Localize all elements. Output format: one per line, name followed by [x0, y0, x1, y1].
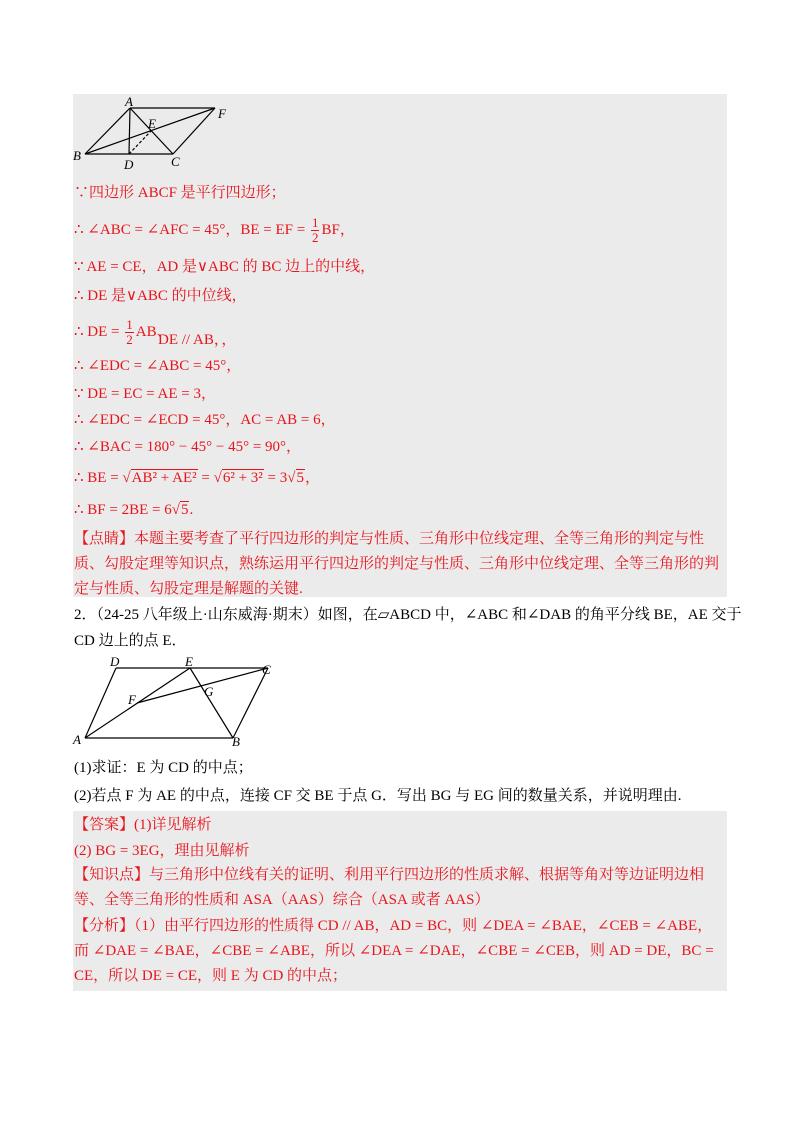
solution-line-2a: ∴ ∠ABC = ∠AFC = 45°，BE = EF = — [74, 221, 309, 238]
fig1-label-d: D — [124, 157, 134, 171]
solution-line-5c: DE // AB，， — [158, 332, 237, 348]
solution-line-7: ∵ DE = EC = AE = 3， — [74, 386, 217, 402]
fig2-label-d: D — [110, 656, 120, 669]
answer-part-1: (1)详见解析 — [134, 817, 212, 833]
solution-line-2 — [74, 216, 355, 245]
fig1-label-b: B — [73, 148, 81, 163]
q2-stem-line-2: CD 边上的点 E． — [74, 633, 187, 649]
answer-tag: 【答案】 — [74, 817, 135, 833]
figure-parallelogram-abcf — [70, 96, 240, 171]
knowledge-text: 与三角形中位线有关的证明、利用平行四边形的性质求解、根据等角对等边证明边相等、全等三角形的性质和 ASA（AAS）综合（ASA 或者 AAS） — [74, 867, 705, 908]
fig1-label-f: F — [218, 106, 226, 121]
q2-part-2: (2)若点 F 为 AE 的中点，连接 CF 交 BE 于点 G．写出 BG 与 EG 间的数量关系，并说明理由. — [74, 788, 682, 804]
fig1-label-c: C — [171, 154, 180, 169]
q2-stem-line-1: 2．（24-25 八年级上·山东威海·期末）如图，在▱ABCD 中，∠ABC 和∠DAB 的角平分线 BE，AE 交于 — [74, 607, 742, 623]
solution-line-1: ∵四边形 ABCF 是平行四边形； — [74, 185, 286, 201]
comment-paragraph — [74, 527, 724, 602]
solution-line-6: ∴ ∠EDC = ∠ABC = 45°， — [74, 358, 242, 374]
fig2-label-b: B — [232, 734, 240, 748]
fig2-label-e: E — [185, 656, 193, 669]
fig2-label-c: C — [262, 662, 271, 677]
solution-line-4: ∴ DE 是∨ABC 的中位线， — [74, 288, 247, 304]
solution-line-5b: AB、 — [135, 323, 172, 340]
solution-line-2b: BF， — [321, 221, 355, 238]
answer-part-2: (2) BG = 3EG，理由见解析 — [74, 843, 250, 859]
analysis-text: （1）由平行四边形的性质得 CD // AB，AD = BC，则 ∠DEA = ∠BAE，∠CEB = ∠ABE，而 ∠DAE = ∠BAE，∠CBE = ∠ABE，所以 ∠DEA = ∠DAE，∠CBE = ∠CEB，则 AD = DE，BC = CE，所以 DE = CE，则 E 为 CD 的中点； — [74, 918, 714, 984]
fraction-half-2: $\frac{1}{2}$ — [126, 317, 133, 347]
comment-text: 本题主要考查了平行四边形的判定与性质、三角形中位线定理、全等三角形的判定与性质、勾股定理等知识点，熟练运用平行四边形的判定与性质、三角形中位线定理、全等三角形的判定与性质、勾股定理是解题的关键. — [74, 531, 720, 597]
fig2-label-a: A — [73, 732, 81, 747]
knowledge-tag: 【知识点】 — [74, 867, 150, 883]
fig2-label-g: G — [204, 684, 214, 699]
fig1-label-e: E — [148, 116, 156, 131]
knowledge-paragraph — [74, 863, 724, 913]
analysis-paragraph — [74, 914, 724, 989]
solution-line-10: ∴ BE = √AB² + AE² = √6² + 3² = 3√5， — [74, 470, 321, 486]
analysis-tag: 【分析】 — [74, 918, 135, 934]
solution-line-3: ∵ AE = CE，AD 是∨ABC 的 BC 边上的中线， — [74, 259, 376, 275]
solution-line-5 — [74, 318, 172, 347]
answer-line-1 — [74, 815, 212, 835]
solution-line-9: ∴ ∠BAC = 180° − 45° − 45° = 90°， — [74, 439, 302, 455]
comment-tag: 【点睛】 — [74, 531, 135, 547]
fraction-half: $\frac{1}{2}$ — [311, 215, 319, 245]
fig1-label-a: A — [125, 96, 133, 109]
figure-parallelogram-abcd — [70, 656, 280, 748]
solution-line-5a: ∴ DE = — [74, 323, 124, 340]
sqrt-6-3: 6² + 3² — [222, 470, 263, 486]
sqrt-5: 5 — [296, 470, 304, 486]
q2-part-1: (1)求证：E 为 CD 的中点； — [74, 760, 253, 776]
sqrt-5-b: 5 — [180, 502, 189, 518]
fig2-label-f: F — [128, 692, 136, 707]
solution-line-11: ∴ BF = 2BE = 6√5. — [74, 502, 194, 518]
solution-line-8: ∴ ∠EDC = ∠ECD = 45°，AC = AB = 6， — [74, 412, 336, 428]
sqrt-ab-ae: AB² + AE² — [131, 470, 197, 486]
